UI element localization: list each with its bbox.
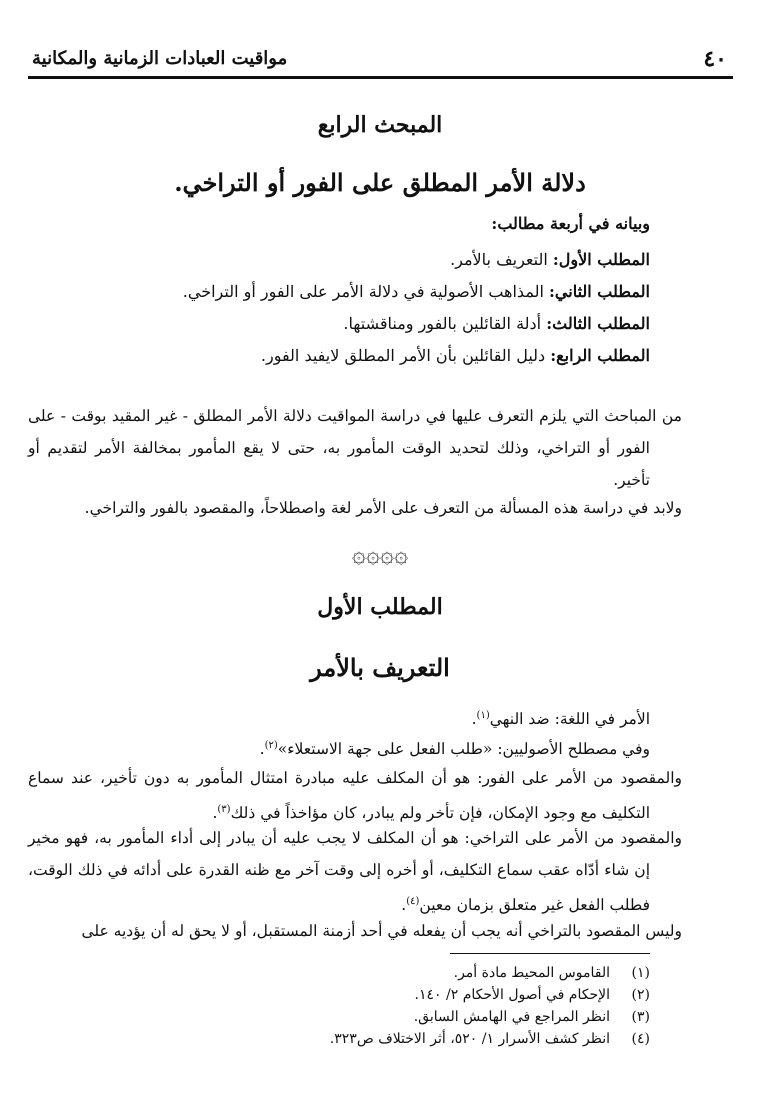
footnotes-list	[50, 962, 650, 1050]
intro-line: وبيانه في أربعة مطالب:	[491, 214, 650, 233]
footnote-number: (٤)	[631, 1031, 650, 1047]
footnote-text: انظر كشف الأسرار ١/ ٥٢٠، أثر الاختلاف ص٣٢٣.	[329, 1031, 610, 1047]
matalib-list	[90, 244, 650, 372]
footnote-text: انظر المراجع في الهامش السابق.	[413, 1009, 610, 1025]
matlab-label: المطلب الأول:	[552, 250, 650, 269]
body-paragraph	[28, 762, 682, 829]
footnote-number: (١)	[631, 965, 650, 981]
paragraph-text: الأمر في اللغة: ضد النهي	[489, 710, 650, 729]
footnote	[50, 962, 650, 984]
page-number: ٤٠	[703, 46, 727, 72]
running-header	[28, 42, 733, 79]
matlab-text: التعريف بالأمر.	[450, 250, 548, 269]
paragraph-text: والمقصود من الأمر على الفور: هو أن المكلف عليه مبادرة امتثال المأمور به دون تأخير، عند سماع التكليف مع وجود الإمكان، فإن تأخر ولم يبادر، كان مؤاخذاً في ذلك	[28, 769, 682, 823]
list-item	[90, 340, 650, 372]
definition-title: التعريف بالأمر	[310, 653, 450, 682]
footnote	[50, 984, 650, 1006]
footnote-number: (٢)	[631, 987, 650, 1003]
paragraph-text: وفي مصطلح الأصوليين: «طلب الفعل على جهة الاستعلاء»	[277, 740, 650, 759]
footnote-ref: (٢)	[264, 740, 278, 751]
footnote	[50, 1006, 650, 1028]
footnote-text: الإحكام في أصول الأحكام ٢/ ١٤٠.	[414, 987, 610, 1003]
footnote-ref: (٤)	[406, 896, 420, 907]
list-item	[90, 308, 650, 340]
paragraph-tail: .	[471, 710, 477, 729]
footnote-ref: (١)	[476, 710, 490, 721]
paragraph-tail: .	[212, 804, 218, 823]
footnote-separator	[450, 953, 650, 954]
intro-paragraph-2: ولابد في دراسة هذه المسألة من التعرف على الأمر لغة واصطلاحاً، والمقصود بالفور والتراخي.	[84, 499, 682, 517]
list-item	[90, 276, 650, 308]
matlab-label: المطلب الثالث:	[546, 314, 650, 333]
footnote-ref: (٣)	[217, 804, 231, 815]
body-paragraph	[28, 912, 682, 947]
matlab-text: أدلة القائلين بالفور ومناقشتها.	[343, 314, 542, 333]
intro-paragraph: من المباحث التي يلزم التعرف عليها في دراسة المواقيت دلالة الأمر المطلق - غير المقيد بوقت - على الفور أو التراخي، وذلك لتحديد الوقت المأمور به، حتى لا يقع المأمور بمخالفة الأمر لتقديم أو تأخير.	[28, 407, 682, 489]
matlab-label: المطلب الثاني:	[549, 282, 650, 301]
body-paragraph	[28, 822, 682, 921]
footnote-number: (٣)	[631, 1009, 650, 1025]
running-title: مواقيت العبادات الزمانية والمكانية	[32, 48, 288, 69]
section-heading: المبحث الرابع	[317, 112, 443, 138]
paragraph-text: وليس المقصود بالتراخي أنه يجب أن يفعله في أحد أزمنة المستقبل، أو لا يحق له أن يؤديه على	[81, 922, 682, 941]
paragraph-text: والمقصود من الأمر على التراخي: هو أن المكلف لا يجب عليه أن يبادر إلى أداء المأمور به، فهو مخير إن شاء أدّاه عقب سماع التكليف، أو أخره إلى وقت آخر مع ظنه القدرة على أدائه في ذلك الوقت، فطلب الفعل غير متعلق بزمان معين	[28, 829, 682, 915]
matlab-text: دليل القائلين بأن الأمر المطلق لايفيد الفور.	[260, 346, 546, 365]
matlab-label: المطلب الرابع:	[550, 346, 650, 365]
matlab-text: المذاهب الأصولية في دلالة الأمر على الفور أو التراخي.	[182, 282, 544, 301]
matlab-heading: المطلب الأول	[317, 594, 443, 620]
paragraph-tail: .	[259, 740, 265, 759]
section-title: دلالة الأمر المطلق على الفور أو التراخي.	[174, 168, 586, 197]
footnote	[50, 1028, 650, 1050]
body-paragraph	[28, 730, 650, 765]
list-item	[90, 244, 650, 276]
paragraph-tail: .	[401, 896, 407, 915]
ornament-divider: ۞۞۞۞	[351, 540, 409, 568]
footnote-text: القاموس المحيط مادة أمر.	[453, 965, 610, 981]
